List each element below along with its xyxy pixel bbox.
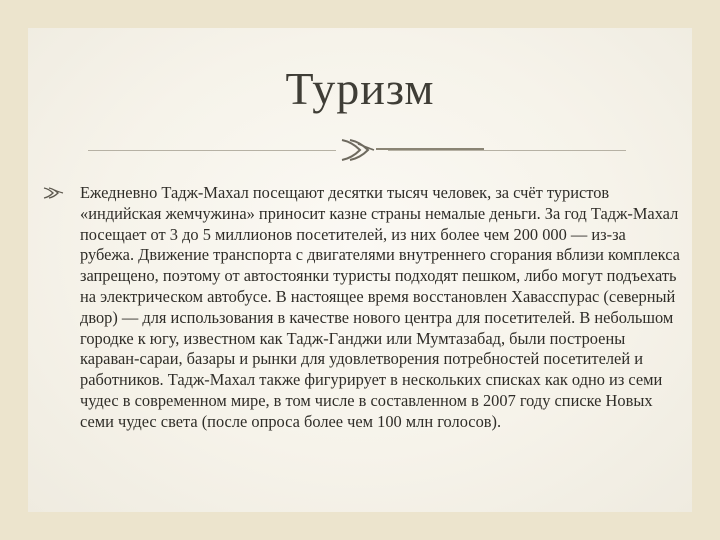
title-rule-accent bbox=[376, 148, 484, 150]
flourish-icon bbox=[338, 136, 378, 164]
body-paragraph: Ежедневно Тадж-Махал посещают десятки тысяч человек, за счёт туристов «индийская жемчужина» приносит казне страны немалые деньги. За год Тадж-Махал посещает от 3 до 5 миллионов посетителей, из них более чем 200 000 — из-за рубежа. Движение транспорта с двигателями внутреннего сгорания вблизи комплекса запрещено, поэтому от автостоянки туристы подходят пешком, либо могут подъехать на электрическом автобусе. В настоящее время восстановлен Хавасспурас (северный двор) — для использования в качестве нового центра для посетителей. В небольшом городке к югу, известном как Тадж-Ганджи или Мумтазабад, были построены караван-сараи, базары и рынки для удовлетворения потребностей посетителей и работников. Тадж-Махал также фигурирует в нескольких списках как одно из семи чудес в современном мире, в том числе в составленном в 2007 году списке Новых семи чудес света (после опроса более чем 100 млн голосов). bbox=[80, 183, 680, 431]
flourish-bullet-icon bbox=[42, 186, 64, 200]
slide bbox=[28, 28, 692, 512]
slide-title: Туризм bbox=[285, 63, 435, 114]
slide-content bbox=[42, 183, 682, 433]
title-rule-left bbox=[88, 150, 336, 151]
title-rule-right bbox=[388, 150, 626, 151]
